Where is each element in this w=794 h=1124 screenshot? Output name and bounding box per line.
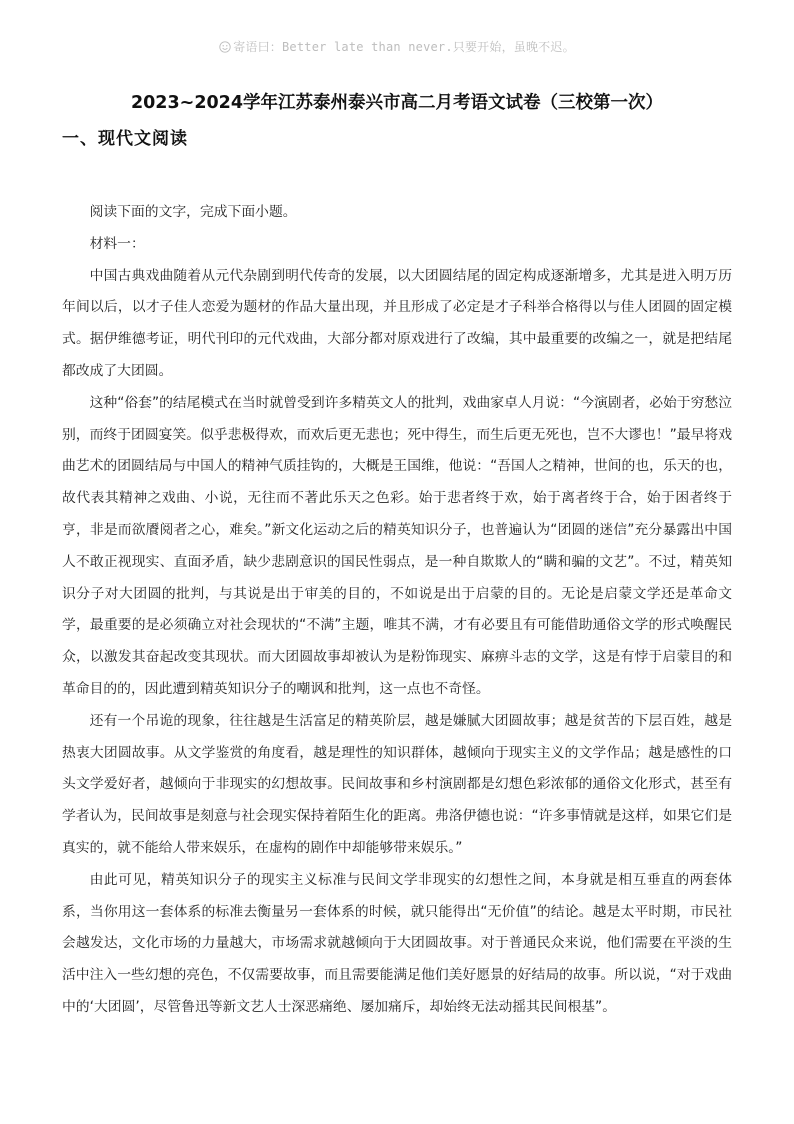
motto-text: 寄语曰：Better late than never.只要开始，虽晚不迟。 [233, 40, 575, 54]
paragraph: 中国古典戏曲随着从元代杂剧到明代传奇的发展，以大团圆结尾的固定构成逐渐增多，尤其是进入明万历年间以后，以才子佳人恋爱为题材的作品大量出现，并且形成了必定是才子科举合格得以与佳人团圆的固定模式。据伊维德考证，明代刊印的元代戏曲，大部分都对原戏进行了改编，其中最重要的改编之一，就是把结尾都改成了大团圆。 [62, 267, 732, 379]
header-motto [0, 38, 794, 55]
paragraph: 这种“俗套”的结尾模式在当时就曾受到许多精英文人的批判，戏曲家卓人月说：“今演剧者，必始于穷愁泣别，而终于团圆宴笑。似乎悲极得欢，而欢后更无悲也；死中得生，而生后更无死也，岂不大谬也！”最早将戏曲艺术的团圆结局与中国人的精神气质挂钩的，大概是王国维，他说：“吾国人之精神，世间的也，乐天的也，故代表其精神之戏曲、小说，无往而不著此乐天之色彩。始于悲者终于欢，始于离者终于合，始于困者终于亨，非是而欲餍阅者之心，难矣。”新文化运动之后的精英知识分子，也普遍认为“团圆的迷信”充分暴露出中国人不敢正视现实、直面矛盾，缺少悲剧意识的国民性弱点，是一种自欺欺人的“瞒和骗的文艺”。不过，精英知识分子对大团圆的批判，与其说是出于审美的目的，不如说是出于启蒙的目的。无论是启蒙文学还是革命文学，最重要的是必须确立对社会现状的“不满”主题，唯其不满，才有必要且有可能借助通俗文学的形式唤醒民众，以激发其奋起改变其现状。而大团圆故事却被认为是粉饰现实、麻痹斗志的文学，这是有悖于启蒙目的和革命目的的，因此遭到精英知识分子的嘲讽和批判，这一点也不奇怪。 [62, 394, 732, 697]
reading-passage [62, 197, 732, 1024]
paragraph: 还有一个吊诡的现象，往往越是生活富足的精英阶层，越是嫌腻大团圆故事；越是贫苦的下层百姓，越是热衷大团圆故事。从文学鉴赏的角度看，越是理性的知识群体，越倾向于现实主义的文学作品；越是感性的口头文学爱好者，越倾向于非现实的幻想故事。民间故事和乡村演剧都是幻想色彩浓郁的通俗文化形式，甚至有学者认为，民间故事是刻意与社会现实保持着陌生化的距离。弗洛伊德也说：“许多事情就是这样，如果它们是真实的，就不能给人带来娱乐，在虚构的剧作中却能够带来娱乐。” [62, 712, 732, 856]
smiley-icon [219, 41, 231, 53]
paragraph-instruction: 阅读下面的文字，完成下面小题。 [89, 204, 297, 220]
page-title: 2023~2024学年江苏泰州泰兴市高二月考语文试卷（三校第一次） [130, 93, 664, 113]
paragraph-material-label: 材料一： [89, 235, 145, 252]
paragraph: 由此可见，精英知识分子的现实主义标准与民间文学非现实的幻想性之间，本身就是相互垂直的两套体系，当你用这一套体系的标准去衡量另一套体系的时候，就只能得出“无价值”的结论。越是太平时期，市民社会越发达，文化市场的力量越大，市场需求就越倾向于大团圆故事。对于普通民众来说，他们需要在平淡的生活中注入一些幻想的亮色，不仅需要故事，而且需要能满足他们美好愿景的好结局的故事。所以说，“对于戏曲中的‘大团圆’，尽管鲁迅等新文艺人士深恶痛绝、屡加痛斥，却始终无法动摇其民间根基”。 [62, 871, 732, 1015]
section-heading: 一、现代文阅读 [62, 129, 188, 149]
